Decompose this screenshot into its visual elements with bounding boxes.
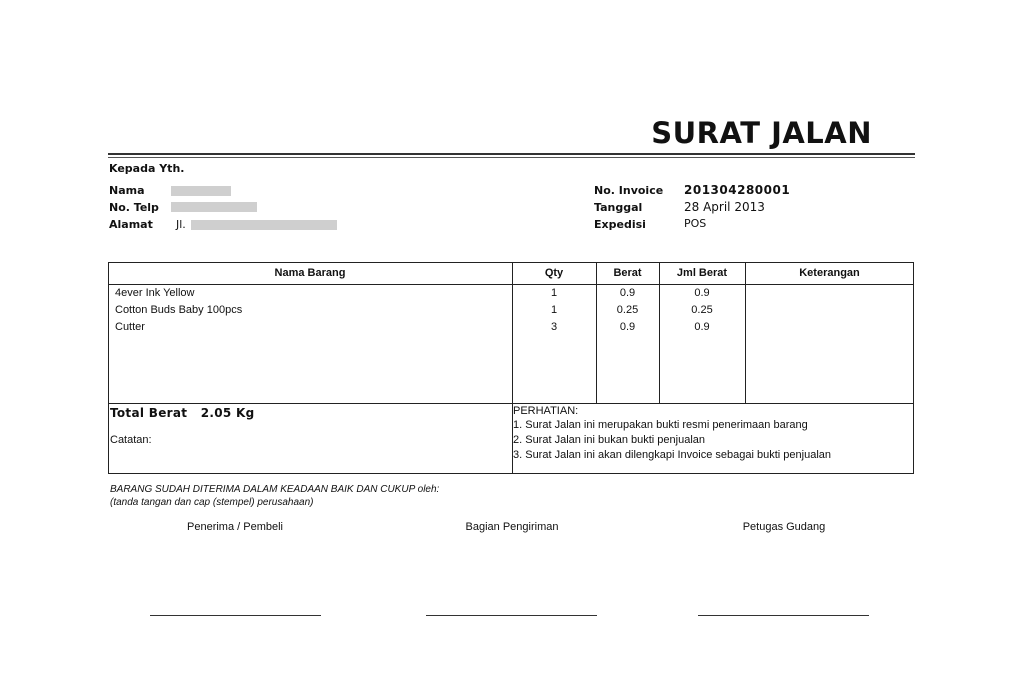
invoice-no-value: 201304280001 bbox=[684, 183, 791, 197]
perhatian-item-1: 1. Surat Jalan ini merupakan bukti resmi penerimaan barang bbox=[513, 419, 808, 431]
signature-label-gudang: Petugas Gudang bbox=[742, 521, 826, 533]
expedisi-label: Expedisi bbox=[594, 218, 646, 231]
alamat-redacted bbox=[191, 220, 337, 230]
table-row-1-jml: 0.9 bbox=[694, 287, 710, 299]
receipt-statement-sub: (tanda tangan dan cap (stempel) perusahaan) bbox=[110, 497, 314, 508]
title-rule-thick bbox=[108, 153, 915, 155]
total-berat bbox=[110, 406, 255, 420]
header-divider bbox=[108, 284, 914, 285]
telp-redacted bbox=[171, 202, 257, 212]
nama-label: Nama bbox=[109, 184, 145, 197]
tanggal-label: Tanggal bbox=[594, 201, 643, 214]
table-row-2-nama: Cotton Buds Baby 100pcs bbox=[115, 304, 243, 316]
items-table bbox=[108, 262, 914, 474]
perhatian-item-3: 3. Surat Jalan ini akan dilengkapi Invoice sebagai bukti penjualan bbox=[513, 449, 831, 461]
col-divider-4 bbox=[745, 262, 746, 403]
total-berat-value: 2.05 Kg bbox=[200, 406, 255, 420]
signature-label-penerima: Penerima / Pembeli bbox=[187, 521, 283, 533]
header-nama-barang: Nama Barang bbox=[274, 267, 346, 279]
telp-label: No. Telp bbox=[109, 201, 159, 214]
header-jml-berat: Jml Berat bbox=[676, 267, 728, 279]
alamat-label: Alamat bbox=[109, 218, 153, 231]
table-row-1-nama: 4ever Ink Yellow bbox=[115, 287, 195, 299]
alamat-prefix: Jl. bbox=[176, 218, 186, 231]
perhatian-heading: PERHATIAN: bbox=[513, 405, 579, 417]
total-berat-label: Total Berat bbox=[110, 406, 188, 420]
table-row-1-qty: 1 bbox=[550, 287, 558, 299]
page-title: SURAT JALAN bbox=[651, 116, 872, 150]
title-rule-thin bbox=[108, 157, 915, 158]
catatan-label: Catatan: bbox=[110, 434, 152, 446]
tanggal-value: 28 April 2013 bbox=[684, 200, 765, 214]
table-row-1-berat: 0.9 bbox=[619, 287, 636, 299]
invoice-no-label: No. Invoice bbox=[594, 184, 664, 197]
header-qty: Qty bbox=[544, 267, 564, 279]
summary-divider bbox=[108, 403, 914, 404]
recipient-heading: Kepada Yth. bbox=[109, 162, 185, 175]
signature-line-penerima bbox=[150, 615, 321, 616]
receipt-statement: BARANG SUDAH DITERIMA DALAM KEADAAN BAIK DAN CUKUP oleh: bbox=[110, 484, 440, 495]
table-row-3-jml: 0.9 bbox=[694, 321, 710, 333]
table-row-2-jml: 0.25 bbox=[691, 304, 713, 316]
expedisi-value: POS bbox=[684, 217, 707, 230]
signature-line-pengiriman bbox=[426, 615, 597, 616]
nama-redacted bbox=[171, 186, 231, 196]
signature-line-gudang bbox=[698, 615, 869, 616]
header-keterangan: Keterangan bbox=[799, 267, 860, 279]
table-row-3-nama: Cutter bbox=[115, 321, 145, 333]
perhatian-item-2: 2. Surat Jalan ini bukan bukti penjualan bbox=[513, 434, 706, 446]
table-row-2-berat: 0.25 bbox=[616, 304, 639, 316]
table-row-3-berat: 0.9 bbox=[619, 321, 636, 333]
table-row-3-qty: 3 bbox=[550, 321, 558, 333]
signature-label-pengiriman: Bagian Pengiriman bbox=[465, 521, 559, 533]
table-row-2-qty: 1 bbox=[550, 304, 558, 316]
header-berat: Berat bbox=[613, 267, 642, 279]
